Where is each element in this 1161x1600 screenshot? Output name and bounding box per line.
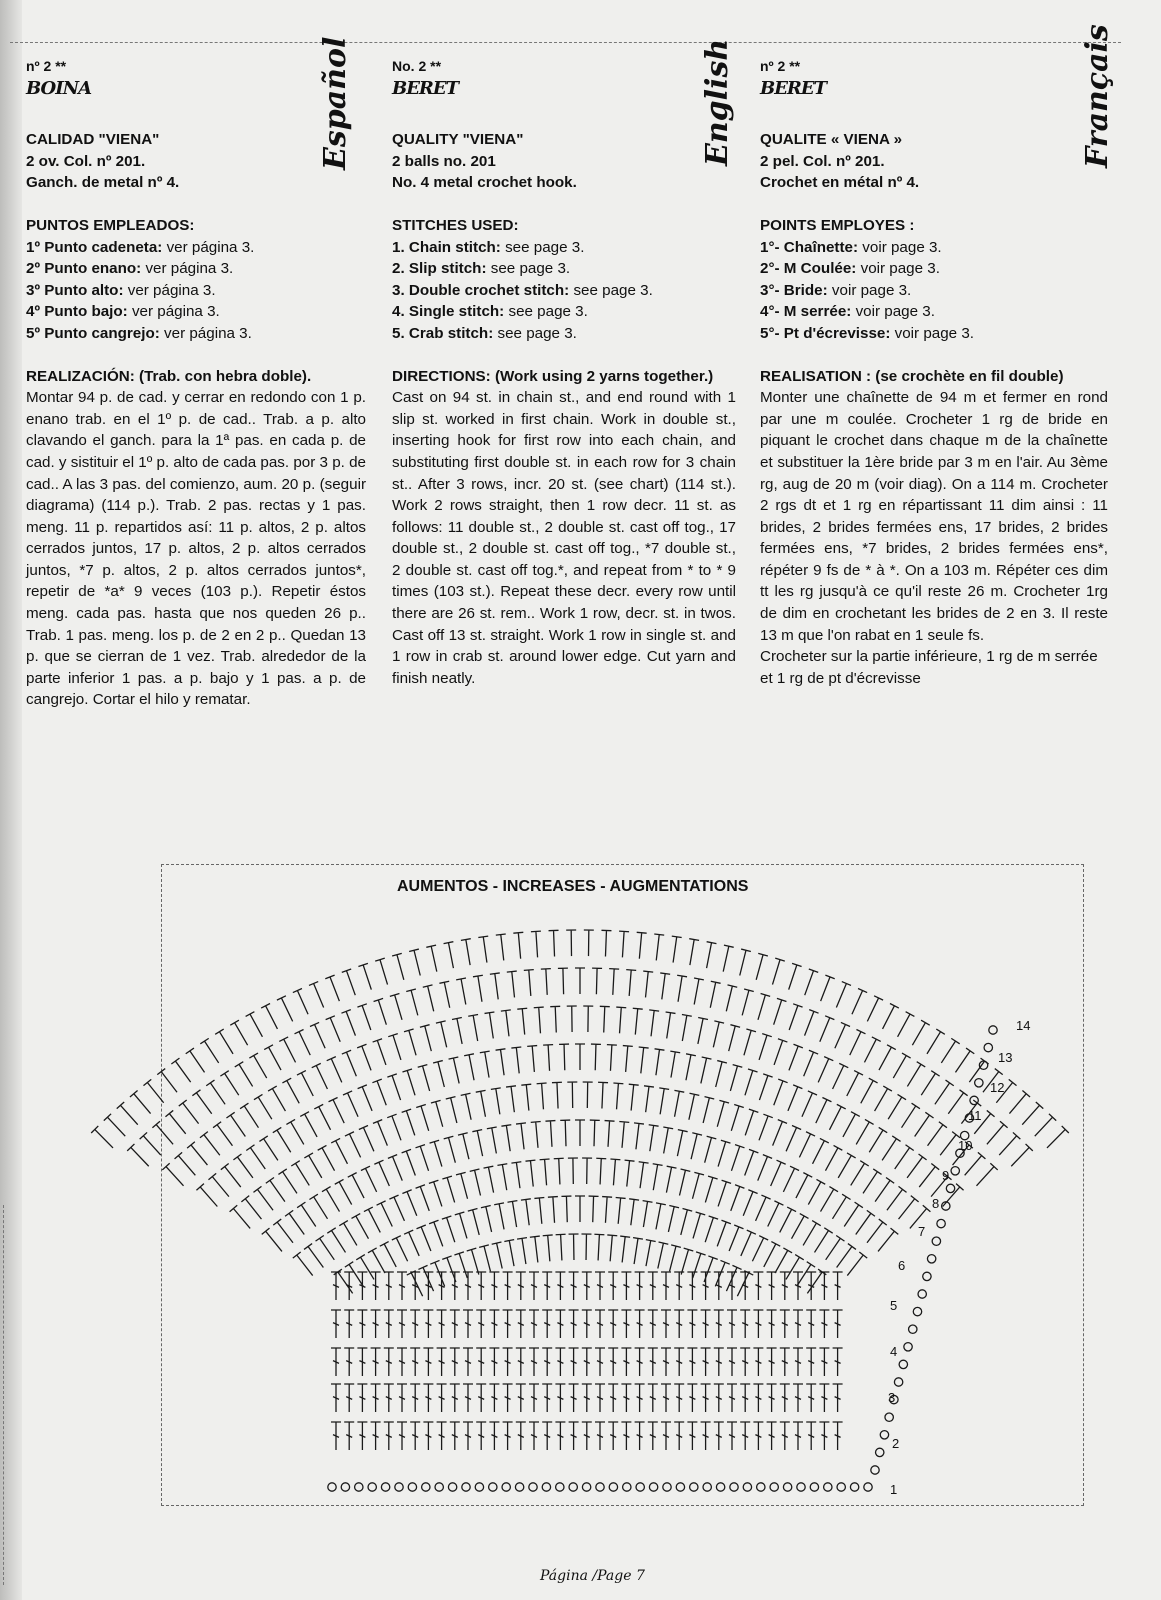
language-label-french: Français — [1080, 24, 1115, 168]
stitches-heading: POINTS EMPLOYES : — [760, 216, 915, 234]
row-number-label: 5 — [890, 1298, 898, 1313]
cut-line-left — [3, 1205, 4, 1585]
pattern-number: No. 2 ** — [392, 58, 442, 74]
stitch-item: 2. Slip stitch: see page 3. — [392, 260, 571, 278]
language-label-english: English — [700, 38, 735, 166]
row-number-label: 8 — [932, 1196, 940, 1211]
pattern-number: nº 2 ** — [26, 58, 67, 74]
language-label-spanish: Español — [318, 36, 353, 170]
stitch-item: 1º Punto cadeneta: ver página 3. — [26, 238, 255, 256]
stitch-item: 4. Single stitch: see page 3. — [392, 303, 588, 321]
double-crochet-symbol — [130, 1090, 151, 1113]
stitch-item: 3. Double crochet stitch: see page 3. — [392, 281, 653, 299]
row-number-label: 4 — [890, 1344, 898, 1359]
pattern-title: BERET — [760, 77, 827, 99]
directions-heading: REALIZACIÓN: (Trab. con hebra doble). — [26, 367, 312, 385]
row-number-label: 9 — [942, 1168, 950, 1183]
stitch-item: 5º Punto cangrejo: ver página 3. — [26, 324, 252, 342]
material-yarn: 2 ov. Col. nº 201. — [26, 152, 146, 170]
stitch-item: 5. Crab stitch: see page 3. — [392, 324, 577, 342]
row-number-label: 12 — [990, 1080, 1005, 1095]
pattern-title: BERET — [392, 77, 459, 99]
directions-text: Cast on 94 st. in chain st., and end round with 1 slip st. worked in first chain. Work in double st., inserting hook for first row into each chain, and substituting first double st. in each row for 3 chain st.. After 3 rows, incr. 20 st. (see chart) (114 st.). Work 2 rows straight, then 1 row decr. 11 st. as follows: 11 double st., 2 double st. cast off tog., 17 double st., 2 double st. cast off tog., *7 double st., 2 double st. cast off tog.*, and repeat from * to * 9 times (103 st.). Repeat these decr. every row until there are 26 st. rem.. Work 1 row, decr. st. in twos. Cast off 13 st. straight. Work 1 row in single st. and 1 row in crab st. around lower edge. Cut yarn and finish neatly. — [392, 389, 736, 687]
row-number-label: 13 — [998, 1050, 1013, 1065]
stitches-heading: PUNTOS EMPLEADOS: — [26, 216, 195, 234]
chart-frame — [161, 864, 1084, 1506]
double-crochet-symbol — [117, 1102, 138, 1125]
directions-text: Montar 94 p. de cad. y cerrar en redondo con 1 p. enano trab. en el 1º p. de cad.. Trab. a p. alto clavando el ganch. para la 1ª pas. en cada p. de cad. y sistituir el 1º p. alto de cada pas. por 3 p. de cad.. A las 3 pas. del comienzo, aum. 20 p. (seguir diagrama) (114 p.). Trab. 2 pas. rectas y 1 pas. meng. 11 p. repartidos así: 11 p. altos, 2 p. altos cerrados juntos, 17 p. altos, 2 p. altos cerrados juntos, *7 p. altos, 2 p. altos cerrados juntos*, repetir de *a* 9 veces (103 p.). Repetir éstos meng. cada pas. hasta que nos queden 26 p.. Trab. 1 pas. meng. los p. de 2 en 2 p.. Quedan 13 p. que se cierran de 1 vez. Trab. alrededor de la parte inferior 1 pas. a p. bajo y 1 pas. a p. de cangrejo. Cortar el hilo y rematar. — [26, 389, 366, 709]
column-spanish — [26, 56, 366, 711]
material-hook: Ganch. de metal nº 4. — [26, 174, 180, 192]
double-crochet-symbol — [140, 1132, 161, 1155]
stitch-item: 4°- M serrée: voir page 3. — [760, 303, 935, 321]
cut-line-top — [10, 42, 1121, 43]
double-crochet-symbol — [104, 1114, 125, 1136]
stitch-item: 2º Punto enano: ver página 3. — [26, 260, 234, 278]
stitch-item: 2°- M Coulée: voir page 3. — [760, 260, 940, 278]
pattern-title: BOINA — [26, 77, 92, 99]
row-number-label: 14 — [1016, 1018, 1031, 1033]
directions-heading: DIRECTIONS: (Work using 2 yarns together.) — [392, 367, 714, 385]
stitch-item: 3°- Bride: voir page 3. — [760, 281, 912, 299]
material-quality: QUALITE « VIENA » — [760, 131, 903, 149]
row-number-label: 6 — [898, 1258, 906, 1273]
row-number-label: 10 — [958, 1138, 973, 1153]
row-number-label: 2 — [892, 1436, 900, 1451]
chart-title: AUMENTOS - INCREASES - AUGMENTATIONS — [397, 878, 749, 895]
material-quality: CALIDAD "VIENA" — [26, 131, 160, 149]
pattern-number: nº 2 ** — [760, 58, 801, 74]
stitch-item: 1°- Chaînette: voir page 3. — [760, 238, 942, 256]
directions-text: Monter une chaînette de 94 m et fermer en rond par une m coulée. Crocheter 1 rg de bride en piquant le crochet dans chaque m de la chaînette et substituer la 1ère bride par 3 m en l'air. Au 3ème rg, aug de 20 m (voir diag). On a 114 m. Crocheter 2 rgs dt et 1 rg en répartissant 11 dim ainsi : 11 brides, 2 brides fermées ens, 17 brides, 2 brides fermées ens, *7 brides, 2 brides fermées ens*, répéter 9 fs de * à *. On a 103 m. Répéter ces dim tt les rg jusqu'à ce qu'il reste 26 m. Crocheter 1rg de dim en crochetant les brides de 2 en 3. Il reste 13 m que l'on rabat en 1 seule fs. — [760, 389, 1108, 644]
page-footer: Página /Page 7 — [540, 1568, 645, 1584]
stitch-item: 5°- Pt d'écrevisse: voir page 3. — [760, 324, 975, 342]
stitch-item: 1. Chain stitch: see page 3. — [392, 238, 585, 256]
row-number-label: 7 — [918, 1224, 926, 1239]
double-crochet-symbol — [91, 1126, 113, 1148]
material-hook: No. 4 metal crochet hook. — [392, 174, 577, 192]
row-number-label: 3 — [888, 1390, 896, 1405]
row-number-label: 11 — [968, 1108, 982, 1123]
double-crochet-symbol — [127, 1144, 149, 1166]
column-french — [760, 56, 1108, 689]
stitch-item: 3º Punto alto: ver página 3. — [26, 281, 216, 299]
material-quality: QUALITY "VIENA" — [392, 131, 524, 149]
row-number-label: 1 — [890, 1482, 898, 1497]
material-hook: Crochet en métal nº 4. — [760, 174, 920, 192]
directions-heading: REALISATION : (se crochète en fil double) — [760, 367, 1064, 385]
stitch-item: 4º Punto bajo: ver página 3. — [26, 303, 220, 321]
material-yarn: 2 pel. Col. nº 201. — [760, 152, 885, 170]
material-yarn: 2 balls no. 201 — [392, 152, 496, 170]
stitches-heading: STITCHES USED: — [392, 216, 519, 234]
directions-text-2: Crocheter sur la partie inférieure, 1 rg de m serrée et 1 rg de pt d'écrevisse — [760, 648, 1098, 687]
column-english — [392, 56, 736, 689]
